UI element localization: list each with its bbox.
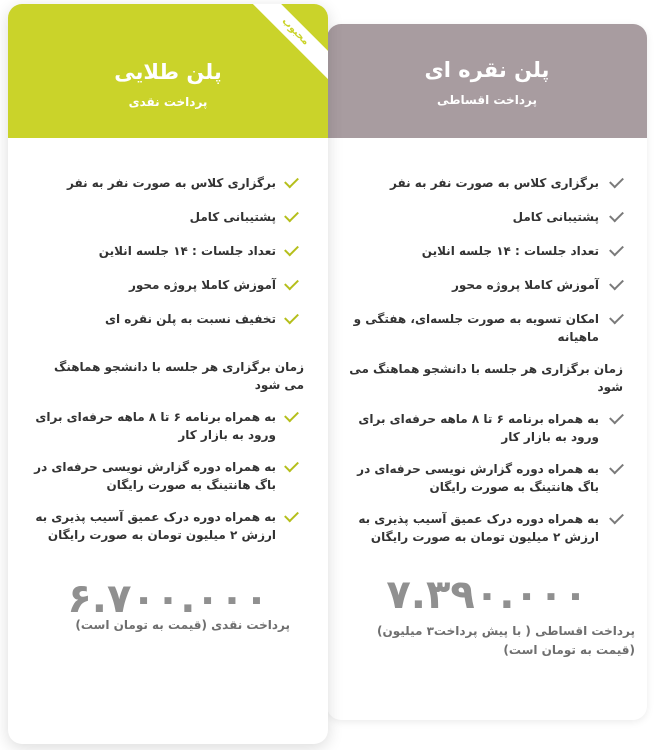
gold-price: ۶.۷۰۰.۰۰۰ bbox=[67, 576, 269, 622]
check-icon bbox=[284, 508, 299, 523]
check-icon bbox=[284, 242, 299, 257]
gold-plan-card bbox=[8, 4, 328, 744]
feature-item: تعداد جلسات : ۱۴ جلسه انلاین bbox=[327, 242, 647, 260]
gold-plan-subtitle: پرداخت نقدی bbox=[128, 95, 208, 109]
check-icon bbox=[609, 310, 624, 325]
feature-item: آموزش کاملا پروژه محور bbox=[327, 276, 647, 294]
check-icon bbox=[284, 310, 299, 325]
gold-price-note: پرداخت نقدی (قیمت به تومان است) bbox=[75, 618, 290, 632]
check-icon bbox=[284, 458, 299, 473]
feature-item: پشتیبانی کامل bbox=[327, 208, 647, 226]
feature-item: تعداد جلسات : ۱۴ جلسه انلاین bbox=[8, 242, 328, 260]
feature-item: آموزش کاملا پروژه محور bbox=[8, 276, 328, 294]
check-icon bbox=[609, 410, 624, 425]
silver-plan-title: پلن نقره ای bbox=[424, 58, 550, 82]
check-icon bbox=[609, 208, 624, 223]
silver-plan-card bbox=[327, 24, 647, 720]
feature-item: تخفیف نسبت به پلن نقره ای bbox=[8, 310, 328, 328]
feature-item: به همراه دوره درک عمیق آسیب پذیری به ارزش ۲ میلیون تومان به صورت رایگان bbox=[8, 508, 328, 544]
check-icon bbox=[284, 174, 299, 189]
check-icon bbox=[284, 276, 299, 291]
check-icon bbox=[609, 460, 624, 475]
feature-item: به همراه دوره گزارش نویسی حرفه‌ای در باگ هانتینگ به صورت رایگان bbox=[8, 458, 328, 494]
feature-item: به همراه دوره درک عمیق آسیب پذیری به ارزش ۲ میلیون تومان به صورت رایگان bbox=[327, 510, 647, 546]
gold-feature-list bbox=[8, 174, 328, 544]
feature-item: برگزاری کلاس به صورت نفر به نفر bbox=[8, 174, 328, 192]
check-icon bbox=[609, 174, 624, 189]
feature-item: زمان برگزاری هر جلسه با دانشجو هماهنگ می شود bbox=[349, 362, 623, 394]
check-icon bbox=[284, 208, 299, 223]
feature-item: به همراه دوره گزارش نویسی حرفه‌ای در باگ هانتینگ به صورت رایگان bbox=[327, 460, 647, 496]
feature-item: پشتیبانی کامل bbox=[8, 208, 328, 226]
feature-item: به همراه برنامه ۶ تا ۸ ماهه حرفه‌ای برای ورود به بازار کار bbox=[327, 410, 647, 446]
check-icon bbox=[284, 408, 299, 423]
silver-plan-header bbox=[327, 24, 647, 138]
feature-item: زمان برگزاری هر جلسه با دانشجو هماهنگ می شود bbox=[54, 360, 304, 392]
silver-plan-subtitle: پرداخت اقساطی bbox=[437, 93, 537, 107]
silver-price: ۷.۳۹۰.۰۰۰ bbox=[386, 572, 588, 618]
silver-feature-list bbox=[327, 174, 647, 546]
popular-badge: محبوب bbox=[242, 4, 328, 85]
gold-plan-header bbox=[8, 4, 328, 138]
check-icon bbox=[609, 242, 624, 257]
feature-item: امکان تسویه به صورت جلسه‌ای، هفتگی و ماهیانه bbox=[327, 310, 647, 346]
check-icon bbox=[609, 276, 624, 291]
gold-plan-title: پلن طلایی bbox=[114, 60, 222, 84]
silver-price-note: پرداخت اقساطی ( با پیش پرداخت۳ میلیون) (قیمت به تومان است) bbox=[377, 624, 635, 657]
feature-item: برگزاری کلاس به صورت نفر به نفر bbox=[327, 174, 647, 192]
feature-item: به همراه برنامه ۶ تا ۸ ماهه حرفه‌ای برای ورود به بازار کار bbox=[8, 408, 328, 444]
check-icon bbox=[609, 510, 624, 525]
